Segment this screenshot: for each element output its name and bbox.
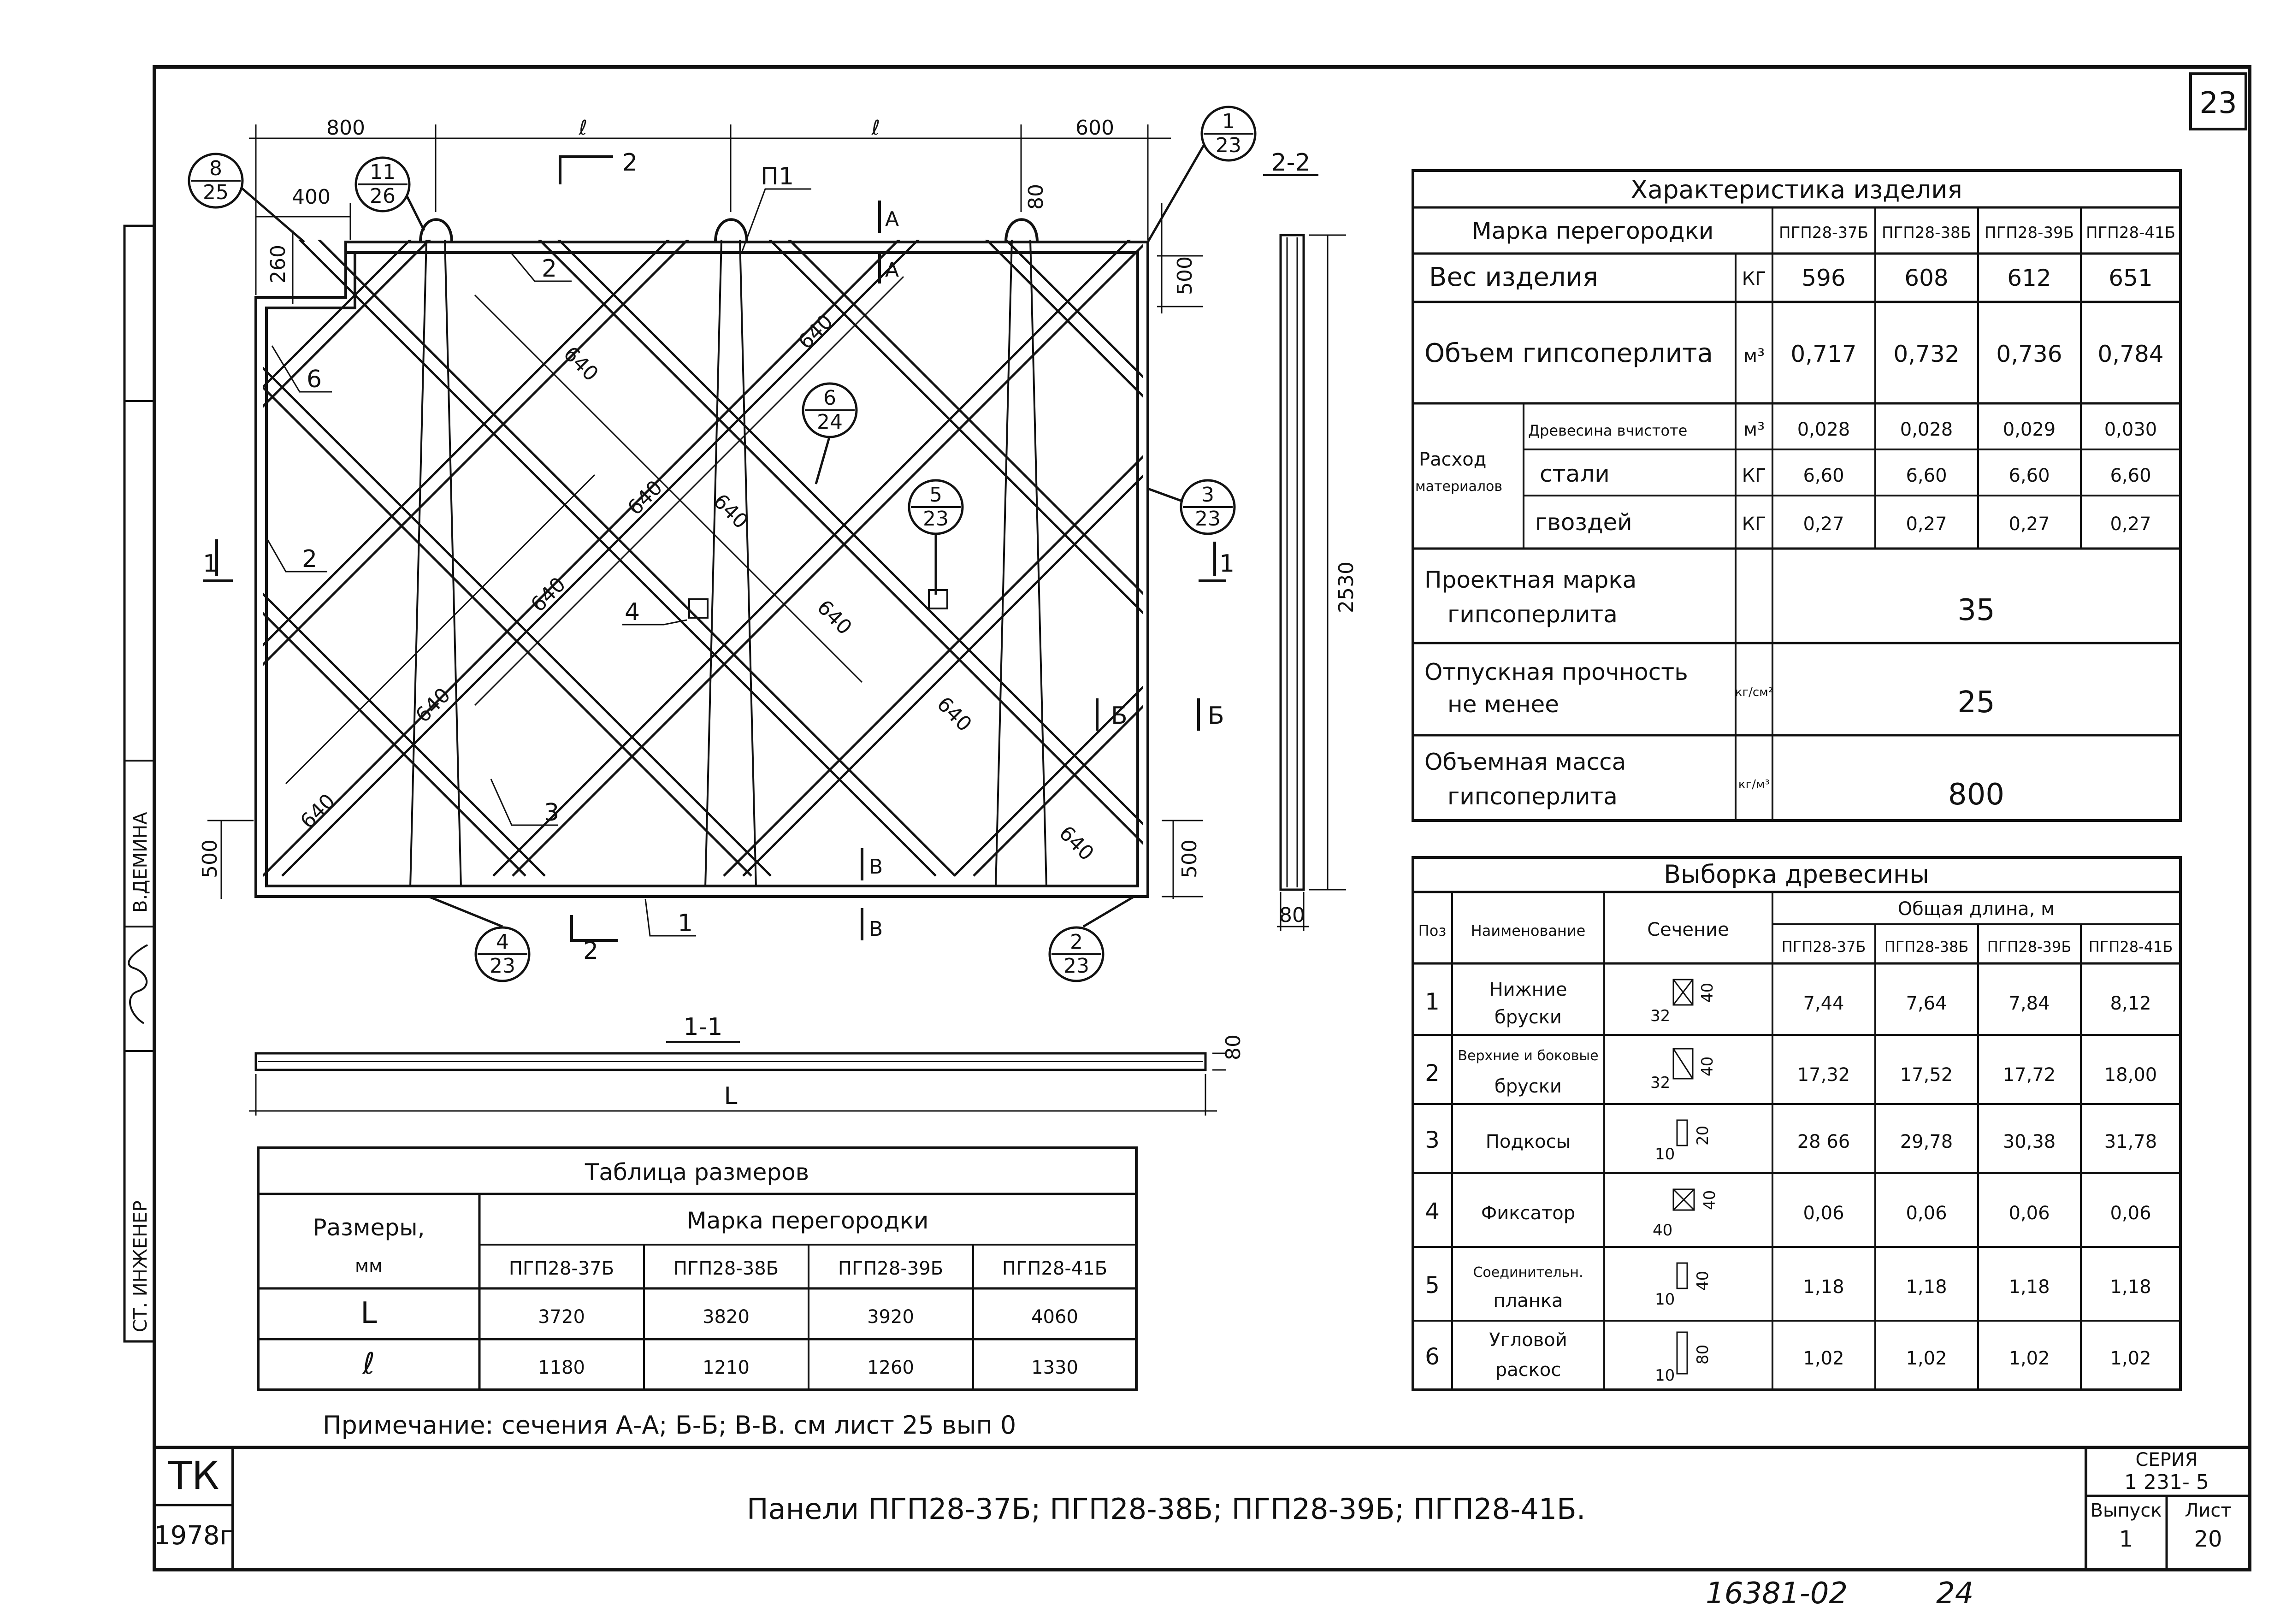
wood-h-name: Наименование <box>1471 922 1586 939</box>
pos-label-6: 6 <box>307 366 322 393</box>
char-row-unit: м³ <box>1743 345 1765 366</box>
wood-cell: 1,02 <box>1906 1348 1947 1369</box>
size-cell: 3820 <box>703 1306 750 1328</box>
wood-sec-h: 40 <box>1701 1190 1719 1210</box>
cut-2-bottom: 2 <box>583 937 599 965</box>
wood-cell: 1,18 <box>1906 1276 1947 1298</box>
char-cell: 651 <box>2109 265 2153 291</box>
wood-name: Верхние и боковые <box>1458 1048 1599 1064</box>
char-row-unit: КГ <box>1742 268 1766 289</box>
char-cell: 612 <box>2007 265 2051 291</box>
size-cell: 1210 <box>703 1357 750 1378</box>
wood-cell: 0,06 <box>2008 1203 2050 1224</box>
wood-col-mark: ПГП28-37Б <box>1781 938 1866 956</box>
section-2-2-width: 80 <box>1279 904 1305 927</box>
char-cell: 0,27 <box>1803 514 1844 535</box>
p1-label: П1 <box>761 163 794 190</box>
char-merged-label: гипсоперлита <box>1447 783 1618 810</box>
size-cell: 1260 <box>867 1357 914 1378</box>
char-col-header: Марка перегородки <box>1471 218 1714 244</box>
wood-cell: 0,06 <box>2110 1203 2151 1224</box>
callout-4-23 <box>476 927 529 981</box>
dim-600: 600 <box>1075 116 1114 140</box>
cut-1-left: 1 <box>203 550 219 578</box>
wood-sec-h: 40 <box>1698 982 1717 1003</box>
char-cell: 596 <box>1802 265 1846 291</box>
char-merged-unit: кг/м³ <box>1738 778 1770 791</box>
wood-cell: 31,78 <box>2104 1131 2157 1152</box>
char-title: Характеристика изделия <box>1630 175 1962 204</box>
section-1-1-title: 1-1 <box>683 1013 723 1041</box>
diagonal-dimensions <box>286 277 1099 865</box>
series-value: 1 231- 5 <box>2124 1470 2209 1494</box>
size-table-title: Таблица размеров <box>585 1159 809 1186</box>
callout-bottom: 23 <box>1195 507 1221 531</box>
wood-cell: 18,00 <box>2104 1064 2157 1086</box>
size-col-mark: ПГП28-37Б <box>508 1258 614 1279</box>
char-merged-value: 35 <box>1957 593 1995 627</box>
callout-top: 6 <box>823 386 836 410</box>
wood-name: бруски <box>1495 1076 1562 1097</box>
cut-2-top: 2 <box>622 149 638 177</box>
dim-500-br: 500 <box>1178 839 1201 878</box>
wood-name: планка <box>1493 1290 1563 1311</box>
char-cell: 0,717 <box>1790 341 1857 367</box>
char-cell: 6,60 <box>2008 465 2050 486</box>
wood-cell: 1,18 <box>1803 1276 1844 1298</box>
dim-640: 640 <box>411 683 455 727</box>
dim-500-tr: 500 <box>1173 256 1197 295</box>
callout-8-25 <box>189 154 242 207</box>
wood-pos: 2 <box>1425 1060 1440 1087</box>
callout-top: 1 <box>1222 110 1235 133</box>
char-cell: 0,784 <box>2097 341 2164 367</box>
char-merged-label: Отпускная прочность <box>1424 659 1688 685</box>
wood-title: Выборка древесины <box>1664 860 1929 889</box>
section-1-1 <box>249 1042 1226 1116</box>
wood-sec-w: 10 <box>1655 1145 1675 1163</box>
dim-640: 640 <box>932 692 976 737</box>
dim-80-top: 80 <box>1024 184 1048 210</box>
wood-name: Нижние <box>1489 979 1567 1000</box>
cut-a-low: А <box>885 258 899 282</box>
callout-top: 3 <box>1201 483 1214 507</box>
size-cell: 1330 <box>1031 1357 1078 1378</box>
char-group-row-label: гвоздей <box>1535 509 1632 536</box>
side-position: СТ. ИНЖЕНЕР <box>130 1200 151 1332</box>
callout-2-23 <box>1050 927 1103 981</box>
size-cell: 3920 <box>867 1306 914 1328</box>
wood-name: Фиксатор <box>1481 1203 1576 1224</box>
size-cell: 1180 <box>538 1357 585 1378</box>
char-merged-label: гипсоперлита <box>1447 601 1618 628</box>
char-group-row-unit: КГ <box>1742 514 1766 535</box>
size-col-mark: ПГП28-38Б <box>673 1258 779 1279</box>
char-col-mark: ПГП28-37Б <box>1779 224 1868 242</box>
fixator-marker <box>689 599 708 618</box>
callout-11-26 <box>356 158 409 211</box>
char-group-row-unit: м³ <box>1743 419 1765 440</box>
wood-sec-w: 10 <box>1655 1290 1675 1309</box>
wood-pos: 5 <box>1425 1272 1440 1299</box>
cut-b-right: Б <box>1111 702 1128 730</box>
dim-800: 800 <box>326 116 365 140</box>
size-cell: 3720 <box>538 1306 585 1328</box>
dim-640: 640 <box>295 789 340 833</box>
char-row-label: Вес изделия <box>1429 262 1598 292</box>
wood-cell: 17,32 <box>1797 1064 1850 1086</box>
cut-a-top: А <box>885 207 899 231</box>
char-cell: 0,27 <box>1906 514 1947 535</box>
cut-v-top: В <box>869 855 883 879</box>
callout-1-23 <box>1202 107 1255 160</box>
issue-label: Выпуск <box>2090 1500 2162 1521</box>
callout-bottom: 24 <box>817 410 843 434</box>
bottom-page: 24 <box>1936 1577 1974 1611</box>
char-group-row-label: стали <box>1540 461 1610 487</box>
dim-l-1: ℓ <box>579 116 588 140</box>
pos-label-2-left: 2 <box>302 545 318 573</box>
dim-640-br: 640 <box>1054 821 1099 866</box>
callout-bottom: 23 <box>1063 954 1089 978</box>
wood-cell: 1,02 <box>1803 1348 1844 1369</box>
wood-sec-h: 40 <box>1694 1270 1712 1291</box>
char-col-mark: ПГП28-38Б <box>1882 224 1971 242</box>
size-header-mm: мм <box>354 1256 383 1277</box>
callout-bottom: 25 <box>203 181 229 204</box>
pos-label-4: 4 <box>625 598 640 626</box>
cut-b-far: Б <box>1208 702 1224 730</box>
wood-sec-h: 20 <box>1694 1125 1712 1146</box>
char-group-row-unit: КГ <box>1742 465 1766 486</box>
callout-bottom: 26 <box>370 184 396 208</box>
char-cell: 6,60 <box>2110 465 2151 486</box>
wood-row-4 <box>1425 1190 2151 1240</box>
wood-cell: 7,44 <box>1803 993 1844 1014</box>
wood-cell: 0,06 <box>1803 1203 1844 1224</box>
side-signature <box>129 945 148 1023</box>
callout-bottom: 23 <box>490 954 515 978</box>
char-group-label: Расход <box>1419 449 1487 470</box>
wood-col-mark: ПГП28-41Б <box>2088 938 2173 956</box>
section-1-1-thickness: 80 <box>1222 1034 1245 1060</box>
dim-l-2: ℓ <box>871 116 880 140</box>
callout-3-23 <box>1181 480 1235 534</box>
callout-top: 2 <box>1070 930 1083 954</box>
char-cell: 0,028 <box>1797 419 1850 440</box>
dim-640: 640 <box>812 595 857 640</box>
wood-pos: 1 <box>1425 988 1440 1015</box>
wood-row-5 <box>1425 1264 2151 1311</box>
wood-h-total: Общая длина, м <box>1897 898 2055 920</box>
size-header-mark: Марка перегородки <box>686 1207 929 1234</box>
char-cell: 0,27 <box>2110 514 2151 535</box>
wood-row-1 <box>1425 979 2151 1028</box>
wood-col-mark: ПГП28-39Б <box>1987 938 2072 956</box>
size-col-mark: ПГП28-41Б <box>1002 1258 1108 1279</box>
wood-row-2 <box>1425 1048 2157 1097</box>
wood-cell: 8,12 <box>2110 993 2151 1014</box>
char-merged-label: не менее <box>1447 691 1560 718</box>
list-label: Лист <box>2185 1500 2232 1521</box>
stamp-org: ТК <box>168 1453 219 1498</box>
char-cell: 6,60 <box>1803 465 1844 486</box>
char-group-label: материалов <box>1415 478 1503 495</box>
pos-label-3: 3 <box>544 799 560 827</box>
char-cell: 0,029 <box>2003 419 2056 440</box>
size-col-mark: ПГП28-39Б <box>838 1258 944 1279</box>
dim-640: 640 <box>623 476 668 520</box>
char-cell: 6,60 <box>1906 465 1947 486</box>
callout-top: 11 <box>370 160 396 184</box>
side-name: В.ДЕМИНА <box>130 812 151 913</box>
size-header-sizes: Размеры, <box>313 1214 425 1241</box>
callout-5-23 <box>909 480 963 534</box>
pos-label-1: 1 <box>678 909 693 937</box>
char-row-label: Объем гипсоперлита <box>1424 338 1713 368</box>
size-row-label: ℓ <box>362 1347 375 1381</box>
wood-sec-h: 80 <box>1694 1344 1712 1364</box>
fixator-marker <box>929 590 947 608</box>
char-cell: 0,732 <box>1893 341 1960 367</box>
list-value: 20 <box>2194 1526 2222 1552</box>
sheet-number: 23 <box>2199 86 2237 120</box>
cut-v-low: В <box>869 917 883 941</box>
char-group-row-label: Древесина вчистоте <box>1528 422 1688 439</box>
char-merged-value: 800 <box>1948 778 2005 812</box>
char-cell: 0,030 <box>2104 419 2157 440</box>
wood-name: Угловой <box>1489 1329 1567 1351</box>
pos-label-2: 2 <box>542 255 557 283</box>
size-cell: 4060 <box>1031 1306 1078 1328</box>
wood-row-6 <box>1425 1329 2151 1385</box>
lifting-loops <box>420 219 1037 242</box>
char-cell: 0,27 <box>2008 514 2050 535</box>
wood-cell: 29,78 <box>1900 1131 1953 1152</box>
char-col-mark: ПГП28-41Б <box>2086 224 2175 242</box>
wood-cell: 17,72 <box>2003 1064 2056 1086</box>
wood-cell: 1,02 <box>2110 1348 2151 1369</box>
wood-cell: 1,18 <box>2008 1276 2050 1298</box>
char-merged-label: Проектная марка <box>1424 567 1637 593</box>
char-merged-label: Объемная масса <box>1424 749 1626 775</box>
bottom-number: 16381-02 <box>1706 1577 1848 1611</box>
wood-pos: 6 <box>1425 1343 1440 1370</box>
callout-bottom: 23 <box>923 507 949 531</box>
wood-col-mark: ПГП28-38Б <box>1884 938 1969 956</box>
wood-pos: 3 <box>1425 1127 1440 1153</box>
cut-1-right: 1 <box>1219 550 1235 578</box>
wood-name: бруски <box>1495 1007 1562 1028</box>
char-merged-value: 25 <box>1957 685 1995 720</box>
wood-sec-w: 10 <box>1655 1366 1675 1385</box>
wood-pos: 4 <box>1425 1198 1440 1225</box>
callout-top: 4 <box>496 930 509 954</box>
wood-row-3 <box>1425 1126 2157 1163</box>
note: Примечание: сечения А-А; Б-Б; В-В. см лист 25 вып 0 <box>323 1411 1016 1440</box>
wood-section-icons <box>1673 980 1694 1374</box>
section-2-2-height: 2530 <box>1335 561 1358 613</box>
wood-sec-w: 32 <box>1650 1007 1671 1025</box>
section-2-2-title: 2-2 <box>1271 149 1311 177</box>
callout-top: 8 <box>209 157 222 180</box>
wood-cell: 17,52 <box>1900 1064 1953 1086</box>
dim-400: 400 <box>292 185 331 209</box>
series-label: СЕРИЯ <box>2135 1449 2198 1470</box>
issue-value: 1 <box>2119 1526 2133 1552</box>
wood-cell: 1,18 <box>2110 1276 2151 1298</box>
wood-name: Соединительн. <box>1473 1264 1583 1281</box>
callout-bottom: 23 <box>1216 134 1241 157</box>
size-row-label: L <box>360 1296 377 1330</box>
callout-top: 5 <box>929 483 942 507</box>
dim-260: 260 <box>266 245 290 283</box>
wood-name: Подкосы <box>1485 1131 1571 1152</box>
section-1-1-length: L <box>724 1082 738 1110</box>
stamp-year: 1978г <box>154 1521 233 1551</box>
wood-sec-h: 40 <box>1698 1056 1717 1076</box>
wood-cell: 28 66 <box>1797 1131 1850 1152</box>
wood-name: раскос <box>1495 1359 1561 1381</box>
wood-cell: 30,38 <box>2003 1131 2056 1152</box>
wood-cell: 1,02 <box>2008 1348 2050 1369</box>
wood-h-section: Сечение <box>1647 919 1729 940</box>
dim-640: 640 <box>793 310 838 354</box>
char-cell: 0,028 <box>1900 419 1953 440</box>
dim-640: 640 <box>709 489 753 534</box>
wood-sec-w: 40 <box>1653 1221 1673 1240</box>
wood-cell: 7,84 <box>2008 993 2050 1014</box>
dim-640: 640 <box>526 573 571 617</box>
section-2-2 <box>1263 175 1346 931</box>
callout-6-24 <box>803 384 857 437</box>
wood-cell: 0,06 <box>1906 1203 1947 1224</box>
wood-sec-w: 32 <box>1650 1074 1671 1092</box>
sheet-title: Панели ПГП28-37Б; ПГП28-38Б; ПГП28-39Б; ПГП28-41Б. <box>747 1492 1586 1526</box>
char-cell: 0,736 <box>1996 341 2062 367</box>
wood-h-pos: Поз <box>1418 922 1447 939</box>
char-cell: 608 <box>1904 265 1949 291</box>
wood-cell: 7,64 <box>1906 993 1947 1014</box>
dim-640: 640 <box>559 342 603 386</box>
char-merged-unit: кг/см² <box>1735 685 1773 699</box>
char-col-mark: ПГП28-39Б <box>1985 224 2074 242</box>
dim-500-bl: 500 <box>198 839 222 878</box>
